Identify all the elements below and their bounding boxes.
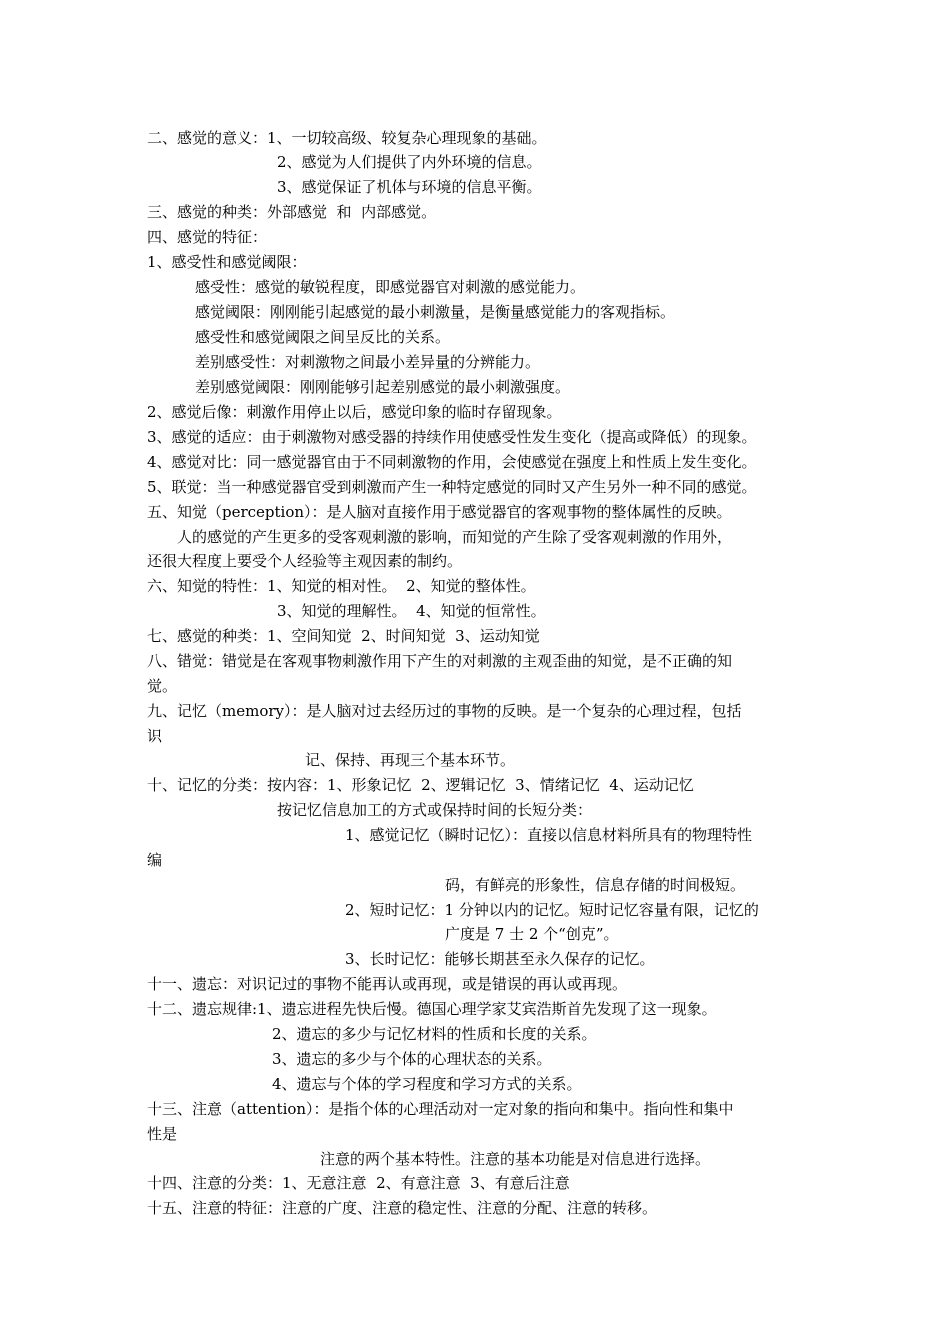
text-line: 感受性：感觉的敏锐程度，即感觉器官对刺激的感觉能力。 — [195, 278, 586, 296]
text-line: 还很大程度上要受个人经验等主观因素的制约。 — [147, 552, 463, 570]
text-line: 码，有鲜亮的形象性，信息存储的时间极短。 — [445, 876, 746, 894]
text-line: 记、保持、再现三个基本环节。 — [305, 751, 516, 769]
text-line: 十二、遗忘规律:1、遗忘进程先快后慢。德国心理学家艾宾浩斯首先发现了这一现象。 — [147, 1000, 717, 1018]
text-line: 十三、注意（attention）：是指个体的心理活动对一定对象的指向和集中。指向性和集中 — [147, 1100, 734, 1118]
text-line: 识 — [147, 727, 163, 745]
text-line: 十、记忆的分类：按内容：1、形象记忆 2、逻辑记忆 3、情绪记忆 4、运动记忆 — [147, 776, 694, 794]
text-line: 差别感受性：对刺激物之间最小差异量的分辨能力。 — [195, 353, 541, 371]
text-line: 差别感觉阈限：刚刚能够引起差别感觉的最小刺激强度。 — [195, 378, 571, 396]
text-line: 2、遗忘的多少与记忆材料的性质和长度的关系。 — [272, 1025, 597, 1043]
text-line: 3、长时记忆：能够长期甚至永久保存的记忆。 — [345, 950, 655, 968]
text-line: 二、感觉的意义：1、一切较高级、较复杂心理现象的基础。 — [147, 129, 547, 147]
text-line: 感觉阈限：刚刚能引起感觉的最小刺激量，是衡量感觉能力的客观指标。 — [195, 303, 676, 321]
text-line: 八、错觉：错觉是在客观事物刺激作用下产生的对刺激的主观歪曲的知觉，是不正确的知 — [147, 652, 733, 670]
text-line: 4、遗忘与个体的学习程度和学习方式的关系。 — [272, 1075, 582, 1093]
text-line: 性是 — [147, 1125, 178, 1143]
text-line: 十五、注意的特征：注意的广度、注意的稳定性、注意的分配、注意的转移。 — [147, 1199, 658, 1217]
text-line: 感受性和感觉阈限之间呈反比的关系。 — [195, 328, 451, 346]
text-line: 按记忆信息加工的方式或保持时间的长短分类： — [277, 801, 593, 819]
text-line: 编 — [147, 851, 163, 869]
text-line: 六、知觉的特性：1、知觉的相对性。 2、知觉的整体性。 — [147, 577, 536, 595]
text-line: 十一、遗忘：对识记过的事物不能再认或再现，或是错误的再认或再现。 — [147, 975, 628, 993]
text-line: 3、感觉的适应：由于刺激物对感受器的持续作用使感受性发生变化（提高或降低）的现象。 — [147, 428, 757, 446]
text-line: 3、遗忘的多少与个体的心理状态的关系。 — [272, 1050, 552, 1068]
text-line: 四、感觉的特征： — [147, 228, 268, 246]
text-line: 3、感觉保证了机体与环境的信息平衡。 — [277, 178, 542, 196]
text-line: 1、感受性和感觉阈限： — [147, 253, 307, 271]
text-line: 2、短时记忆：1 分钟以内的记忆。短时记忆容量有限，记忆的 — [345, 901, 759, 919]
text-line: 2、感觉为人们提供了内外环境的信息。 — [277, 153, 542, 171]
text-line: 4、感觉对比：同一感觉器官由于不同刺激物的作用，会使感觉在强度上和性质上发生变化。 — [147, 453, 757, 471]
text-line: 5、联觉：当一种感觉器官受到刺激而产生一种特定感觉的同时又产生另外一种不同的感觉。 — [147, 478, 757, 496]
text-line: 1、感觉记忆（瞬时记忆）：直接以信息材料所具有的物理特性 — [345, 826, 753, 844]
text-line: 注意的两个基本特性。注意的基本功能是对信息进行选择。 — [320, 1150, 711, 1168]
text-line: 七、感觉的种类：1、空间知觉 2、时间知觉 3、运动知觉 — [147, 627, 540, 645]
text-line: 觉。 — [147, 677, 178, 695]
text-line: 人的感觉的产生更多的受客观刺激的影响，而知觉的产生除了受客观刺激的作用外， — [177, 528, 733, 546]
text-line: 2、感觉后像：刺激作用停止以后，感觉印象的临时存留现象。 — [147, 403, 562, 421]
text-line: 五、知觉（perception）：是人脑对直接作用于感觉器官的客观事物的整体属性的反映。 — [147, 503, 732, 521]
text-line: 十四、注意的分类：1、无意注意 2、有意注意 3、有意后注意 — [147, 1174, 570, 1192]
text-line: 3、知觉的理解性。 4、知觉的恒常性。 — [277, 602, 546, 620]
text-line: 三、感觉的种类：外部感觉 和 内部感觉。 — [147, 203, 437, 221]
text-line: 九、记忆（memory）：是人脑对过去经历过的事物的反映。是一个复杂的心理过程，包括 — [147, 702, 742, 720]
text-line: 广度是 7 士 2 个“创克”。 — [445, 925, 619, 943]
